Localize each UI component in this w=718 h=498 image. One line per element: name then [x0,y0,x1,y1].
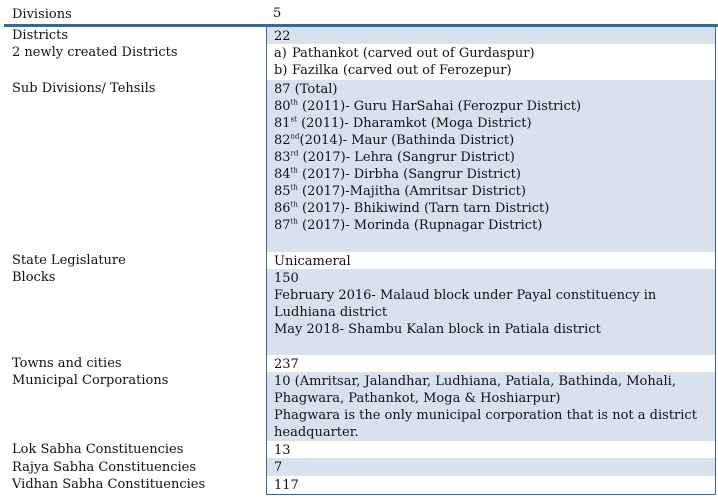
list-item [274,45,707,62]
row-value: 237 [266,355,716,372]
row-value: 13 [266,441,716,458]
row-divisions [0,4,718,24]
table-bottom-rule [266,494,716,495]
list-item [274,183,707,200]
row-sub-divisions [0,80,718,252]
row-label: Municipal Corporations [12,373,169,388]
blocks-count: 150 [274,271,299,286]
list-text: (2011)- Dharamkot (Moga District) [296,116,532,131]
ordinal-suffix: rd [290,149,299,158]
list-item [274,132,707,149]
blocks-note: May 2018- Shambu Kalan block in Patiala district [274,322,601,337]
row-towns [0,355,718,372]
row-label: Districts [12,28,69,43]
row-value [266,80,716,252]
row-value [266,372,716,441]
row-blocks [0,269,718,355]
row-value: 22 [266,27,716,44]
municipal-note: Phagwara is the only municipal corporation that is not a district headquarter. [274,408,697,440]
list-text: (2011)- Guru HarSahai (Ferozpur District) [297,99,582,114]
row-label: State Legislature [12,253,126,268]
row-districts [0,27,718,44]
ordinal-number: 81 [274,116,291,131]
ordinal-number: 87 [274,218,291,233]
row-label: Rajya Sabha Constituencies [12,460,196,475]
tehsil-total: 87 (Total) [274,82,338,97]
list-item [274,166,707,183]
row-label: Towns and cities [12,356,122,371]
ordinal-suffix: st [290,115,297,124]
ordinal-number: 85 [274,184,291,199]
ordinal-number: 86 [274,201,291,216]
row-label: Blocks [12,270,56,285]
ordinal-number: 83 [274,150,291,165]
row-value: 117 [266,476,716,494]
row-lok-sabha [0,441,718,458]
ordinal-number: 84 [274,167,291,182]
row-value: 5 [273,6,282,21]
row-rajya-sabha [0,458,718,476]
row-label: Vidhan Sabha Constituencies [12,477,206,492]
list-marker: b) [274,63,288,78]
list-text: (2017)- Dirbha (Sangrur District) [297,167,521,182]
ordinal-suffix: th [290,200,298,209]
list-item [274,115,707,132]
list-text: (2017)- Lehra (Sangrur District) [298,150,515,165]
ordinal-suffix: th [290,183,298,192]
ordinal-suffix: th [290,166,298,175]
ordinal-suffix: nd [290,132,300,141]
row-state-legislature [0,252,718,269]
row-municipal [0,372,718,441]
list-item [274,200,707,217]
list-text: (2017)- Bhikiwind (Tarn tarn District) [297,201,550,216]
ordinal-suffix: th [290,98,298,107]
row-label: Lok Sabha Constituencies [12,442,184,457]
list-text: Pathankot (carved out of Gurdaspur) [292,46,535,61]
blocks-note: February 2016- Malaud block under Payal constituency in Ludhiana district [274,288,657,320]
municipal-list: 10 (Amritsar, Jalandhar, Ludhiana, Patiala, Bathinda, Mohali, Phagwara, Pathankot, Moga & Hoshiarpur) [274,374,676,406]
row-label: 2 newly created Districts [12,45,178,60]
row-value [266,269,716,355]
ordinal-suffix: th [290,217,298,226]
row-value [266,44,716,80]
list-item [274,217,707,234]
list-text: (2017)- Morinda (Rupnagar District) [297,218,543,233]
list-item [274,149,707,166]
row-new-districts [0,44,718,80]
row-value: 7 [266,458,716,476]
list-item [274,62,707,79]
list-item [274,98,707,115]
row-label: Divisions [12,7,72,22]
row-label: Sub Divisions/ Tehsils [12,81,156,96]
list-text: (2014)- Maur (Bathinda District) [299,133,515,148]
ordinal-number: 80 [274,99,291,114]
row-value: Unicameral [266,252,716,269]
row-vidhan-sabha [0,476,718,494]
ordinal-number: 82 [274,133,291,148]
list-marker: a) [274,46,287,61]
list-text: Fazilka (carved out of Ferozepur) [292,63,512,78]
list-text: (2017)-Majitha (Amritsar District) [297,184,526,199]
